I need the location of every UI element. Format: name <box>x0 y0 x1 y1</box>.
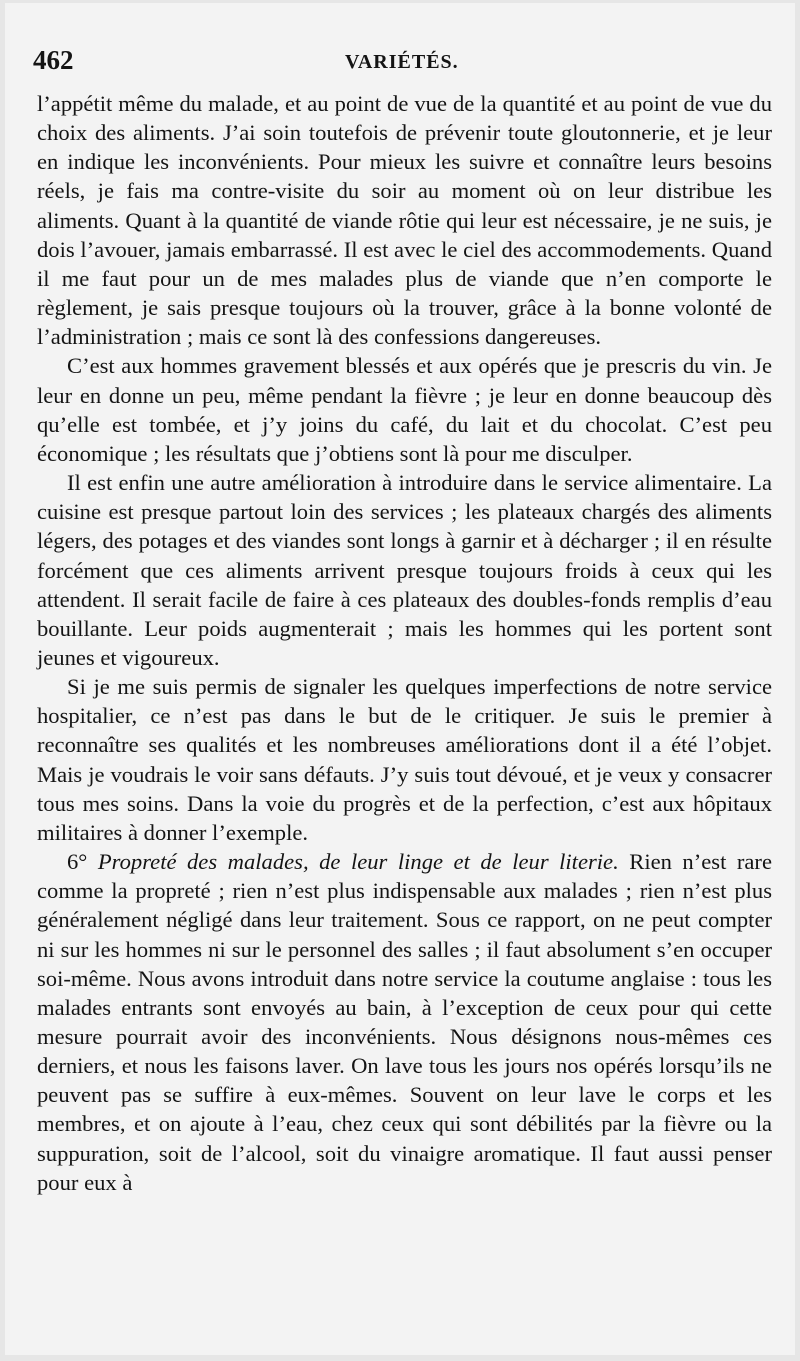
section-paragraph <box>37 847 772 1197</box>
running-head: VARIÉTÉS. <box>345 51 459 73</box>
page-header <box>33 45 765 79</box>
page-number: 462 <box>33 45 74 75</box>
section-number: 6° <box>67 849 88 875</box>
paragraph: Si je me suis permis de signaler les quelques imperfections de notre service hospitalier, ce n’est pas dans le but de le critiquer. Je suis le premier à reconnaître ses qualités et les nombreuses améliorations dont il a été l’objet. Mais je voudrais le voir sans défauts. J’y suis tout dévoué, et je veux y consacrer tous mes soins. Dans la voie du progrès et de la perfection, c’est aux hôpitaux militaires à donner l’exemple. <box>37 674 772 845</box>
paragraph: C’est aux hommes gravement blessés et aux opérés que je prescris du vin. Je leur en donne un peu, même pendant la fièvre ; je leur en donne beaucoup dès qu’elle est tombée, et j’y joins du café, du lait et du chocolat. C’est peu économique ; les résultats que j’obtiens sont là pour me disculper. <box>37 353 772 466</box>
section-title: Propreté des malades, de leur linge et de leur literie. <box>97 849 619 875</box>
book-page <box>5 3 795 1355</box>
paragraph: Il est enfin une autre amélioration à introduire dans le service alimentaire. La cuisine est presque partout loin des services ; les plateaux chargés des aliments légers, des potages et des viandes sont longs à garnir et à décharger ; il en résulte forcément que ces aliments arrivent presque toujours froids à ceux qui les attendent. Il serait facile de faire à ces plateaux des doubles-fonds remplis d’eau bouillante. Leur poids augmenterait ; mais les hommes qui les portent sont jeunes et vigoureux. <box>37 470 772 670</box>
paragraph: l’appétit même du malade, et au point de vue de la quantité et au point de vue du choix des aliments. J’ai soin toutefois de prévenir toute gloutonnerie, et je leur en indique les inconvénients. Pour mieux les suivre et connaître leurs besoins réels, je fais ma contre-visite du soir au moment où on leur distribue les aliments. Quant à la quantité de viande rôtie qui leur est nécessaire, je ne suis, je dois l’avouer, jamais embarrassé. Il est avec le ciel des accommodements. Quand il me faut pour un de mes malades plus de viande que n’en comporte le règlement, je sais presque toujours où la trouver, grâce à la bonne volonté de l’administration ; mais ce sont là des confessions dangereuses. <box>37 91 772 350</box>
section-text: Rien n’est rare comme la propreté ; rien n’est plus indispensable aux malades ; rien n’est plus généralement négligé dans leur traitement. Sous ce rapport, on ne peut compter ni sur les hommes ni sur le personnel des salles ; il faut absolument s’en occuper soi-même. Nous avons introduit dans notre service la coutume anglaise : tous les malades entrants sont envoyés au bain, à l’exception de ceux pour qui cette mesure pourrait avoir des inconvénients. Nous désignons nous-mêmes ces derniers, et nous les faisons laver. On lave tous les jours nos opérés lorsqu’ils ne peuvent pas se suffire à eux-mêmes. Souvent on leur lave le corps et les membres, et on ajoute à l’eau, chez ceux qui sont débilités par la fièvre ou la suppuration, soit de l’alcool, soit du vinaigre aromatique. Il faut aussi penser pour eux à <box>37 849 772 1195</box>
body-text <box>37 89 772 1197</box>
